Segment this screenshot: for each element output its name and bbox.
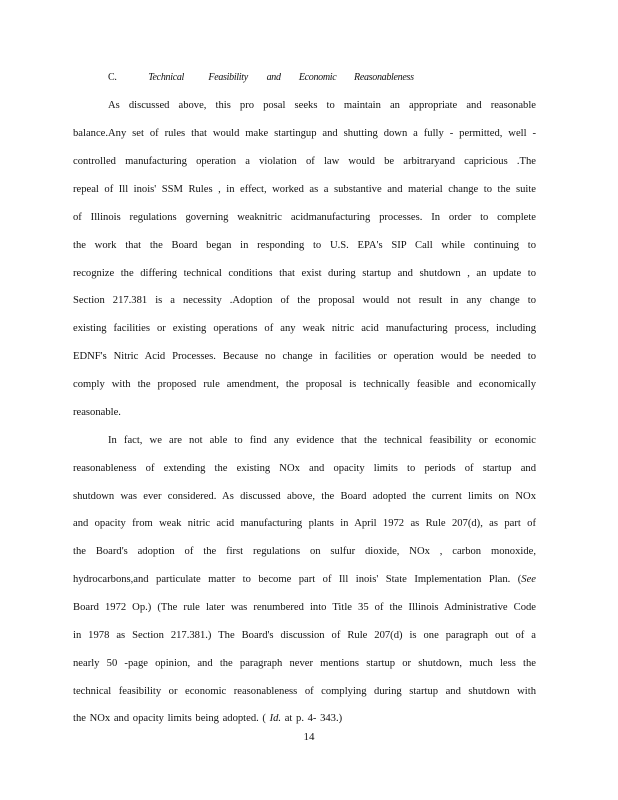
paragraph-1-line: recognize the differing technical conditions that exist during startup and shutdown , an update to — [73, 268, 536, 279]
paragraph-1-line: existing facilities or existing operations of any weak nitric acid manufacturing process, including — [73, 323, 536, 334]
paragraph-1-line: the work that the Board began in responding to U.S. EPA's SIP Call while continuing to — [73, 240, 536, 251]
paragraph-2-line: the Board's adoption of the first regulations on sulfur dioxide, NOx , carbon monoxide, — [73, 546, 536, 557]
paragraph-1-line: controlled manufacturing operation a violation of law would be arbitraryand capricious .The — [73, 156, 536, 167]
paragraph-2-line: nearly 50 -page opinion, and the paragraph never mentions startup or shutdown, much less the — [73, 658, 536, 669]
paragraph-2-line: and opacity from weak nitric acid manufacturing plants in April 1972 as Rule 207(d), as part of — [73, 518, 536, 529]
paragraph-2-line: In fact, we are not able to find any evidence that the technical feasibility or economic — [108, 435, 536, 446]
paragraph-1-line: EDNF's Nitric Acid Processes. Because no change in facilities or operation would be needed to — [73, 351, 536, 362]
see-citation: See — [521, 574, 536, 585]
section-letter: C. — [108, 72, 117, 83]
page-number: 14 — [303, 731, 315, 743]
paragraph-2-line — [73, 573, 536, 587]
paragraph-2-line: in 1978 as Section 217.381.) The Board's discussion of Rule 207(d) is one paragraph out of a — [73, 630, 536, 641]
paragraph-1-line: of Illinois regulations governing weaknitric acidmanufacturing processes. In order to complete — [73, 212, 536, 223]
section-heading — [108, 72, 414, 83]
paragraph-1-line: reasonable. — [73, 407, 121, 418]
paragraph-2-line: Board 1972 Op.) (The rule later was renumbered into Title 35 of the Illinois Administrative Code — [73, 602, 536, 613]
heading-word-and: and — [266, 72, 281, 83]
heading-word-feasibility: Feasibility — [208, 72, 248, 83]
line-text: the NOx and opacity limits being adopted. ( — [73, 713, 270, 724]
paragraph-1-line: Section 217.381 is a necessity .Adoption of the proposal would not result in any change to — [73, 295, 536, 306]
paragraph-2-line: technical feasibility or economic reasonableness of complying during startup and shutdown with — [73, 686, 536, 697]
heading-word-technical: Technical — [148, 72, 185, 83]
paragraph-1-line: As discussed above, this pro posal seeks to maintain an appropriate and reasonable — [108, 100, 536, 111]
heading-word-reasonableness: Reasonableness — [354, 72, 414, 83]
line-text-tail: at p. 4- 343.) — [281, 713, 343, 724]
paragraph-1-line: repeal of Ill inois' SSM Rules , in effect, worked as a substantive and material change to the suite — [73, 184, 536, 195]
heading-word-economic: Economic — [298, 72, 337, 83]
line-text: hydrocarbons,and particulate matter to become part of Ill inois' State Implementation Plan. ( — [73, 574, 522, 585]
paragraph-1-line: balance.Any set of rules that would make startingup and shutting down a fully - permitted, well - — [73, 128, 536, 139]
paragraph-2-line: reasonableness of extending the existing NOx and opacity limits to periods of startup and — [73, 463, 536, 474]
id-citation: Id. — [269, 713, 282, 724]
paragraph-2-line: shutdown was ever considered. As discussed above, the Board adopted the current limits on NOx — [73, 491, 536, 502]
paragraph-1-line: comply with the proposed rule amendment, the proposal is technically feasible and economically — [73, 379, 536, 390]
paragraph-2-line — [73, 712, 536, 726]
